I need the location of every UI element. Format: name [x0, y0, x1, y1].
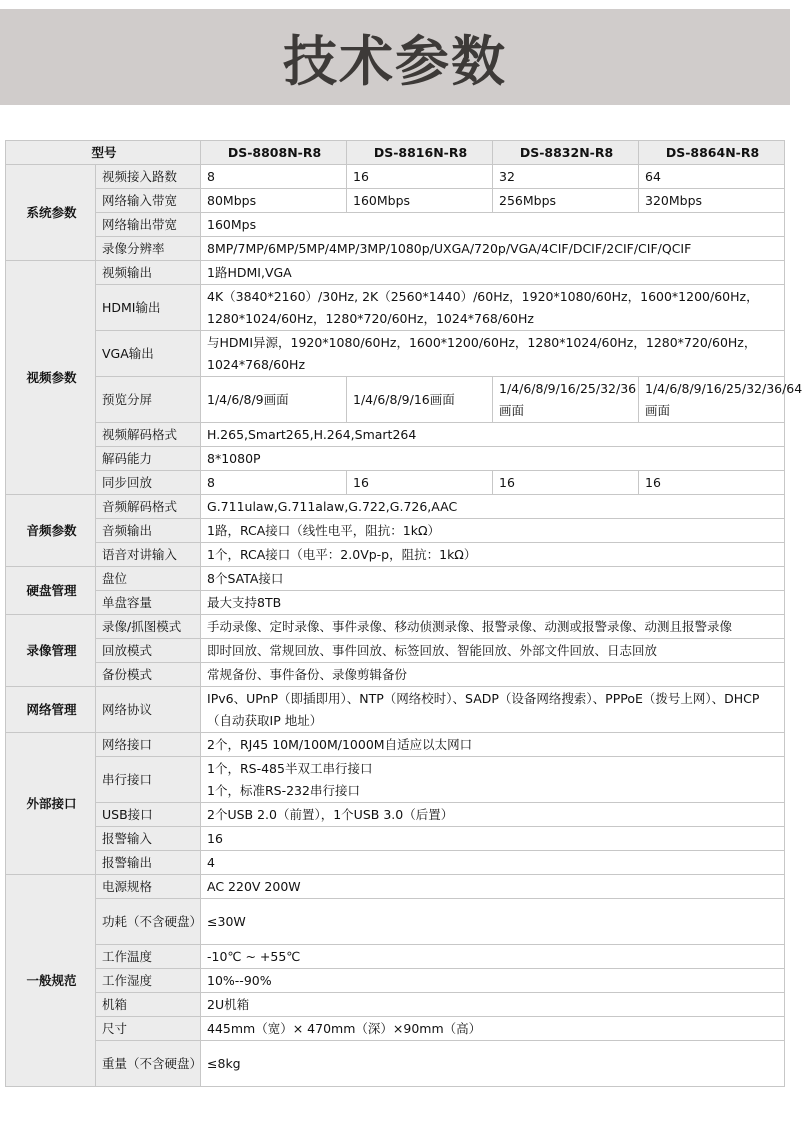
row-label: USB接口: [96, 803, 201, 827]
row-label: 功耗（不含硬盘）: [96, 899, 201, 945]
row-value: [201, 757, 785, 803]
section-name: 录像管理: [6, 615, 96, 687]
row-value: 4: [201, 851, 785, 875]
row-value: 80Mbps: [201, 189, 347, 213]
spec-row: [6, 285, 785, 331]
spec-row: [6, 827, 785, 851]
spec-row: [6, 757, 785, 803]
model-name: DS-8808N-R8: [201, 141, 347, 165]
row-value: G.711ulaw,G.711alaw,G.722,G.726,AAC: [201, 495, 785, 519]
row-value-line: 1个，标准RS-232串行接口: [207, 782, 360, 798]
row-value: 320Mbps: [639, 189, 785, 213]
row-label: 串行接口: [96, 757, 201, 803]
spec-row: [6, 447, 785, 471]
row-label: 录像分辨率: [96, 237, 201, 261]
row-value: ≤8kg: [201, 1041, 785, 1087]
header-row: [6, 141, 785, 165]
spec-row: [6, 165, 785, 189]
spec-row: [6, 945, 785, 969]
spec-row: [6, 1017, 785, 1041]
row-value: 1/4/6/8/9/16/25/32/36画面: [493, 377, 639, 423]
row-value: H.265,Smart265,H.264,Smart264: [201, 423, 785, 447]
title-banner: [0, 9, 790, 105]
row-value: 手动录像、定时录像、事件录像、移动侦测录像、报警录像、动测或报警录像、动测且报警录像: [201, 615, 785, 639]
row-value: 445mm（宽）× 470mm（深）×90mm（高）: [201, 1017, 785, 1041]
spec-row: [6, 969, 785, 993]
section-name: 一般规范: [6, 875, 96, 1087]
spec-table-body: [6, 141, 802, 1087]
row-label: 单盘容量: [96, 591, 201, 615]
spec-row: [6, 1041, 785, 1087]
row-label: 重量（不含硬盘）: [96, 1041, 201, 1087]
spec-row: [6, 471, 785, 495]
spec-row: [6, 663, 785, 687]
row-value: 16: [347, 165, 493, 189]
row-value: 160Mbps: [347, 189, 493, 213]
row-label: 备份模式: [96, 663, 201, 687]
spec-row: [6, 519, 785, 543]
row-value: 32: [493, 165, 639, 189]
spec-row: [6, 875, 785, 899]
row-value: 8个SATA接口: [201, 567, 785, 591]
row-value: 2个，RJ45 10M/100M/1000M自适应以太网口: [201, 733, 785, 757]
spec-row: [6, 851, 785, 875]
spec-row: [6, 331, 785, 377]
spec-row: [6, 567, 785, 591]
spec-row: [6, 495, 785, 519]
section-name: 音频参数: [6, 495, 96, 567]
row-value: 16: [347, 471, 493, 495]
spec-row: [6, 423, 785, 447]
model-name: DS-8816N-R8: [347, 141, 493, 165]
row-label: 机箱: [96, 993, 201, 1017]
section-name: 硬盘管理: [6, 567, 96, 615]
section-name: 系统参数: [6, 165, 96, 261]
spec-table: [5, 140, 802, 1087]
row-value: 256Mbps: [493, 189, 639, 213]
row-label: 盘位: [96, 567, 201, 591]
section-name: 网络管理: [6, 687, 96, 733]
spec-row: [6, 261, 785, 285]
spec-row: [6, 899, 785, 945]
model-name: DS-8832N-R8: [493, 141, 639, 165]
row-value: 2个USB 2.0（前置），1个USB 3.0（后置）: [201, 803, 785, 827]
row-label: 工作温度: [96, 945, 201, 969]
spec-row: [6, 615, 785, 639]
row-value: 1路，RCA接口（线性电平，阻抗：1kΩ）: [201, 519, 785, 543]
spec-row: [6, 213, 785, 237]
row-label: 预览分屏: [96, 377, 201, 423]
spec-row: [6, 993, 785, 1017]
spec-row: [6, 591, 785, 615]
row-value: 160Mps: [201, 213, 785, 237]
row-value: 与HDMI异源，1920*1080/60Hz，1600*1200/60Hz，1280*1024/60Hz，1280*720/60Hz，1024*768/60Hz: [201, 331, 785, 377]
row-label: 网络接口: [96, 733, 201, 757]
spec-row: [6, 189, 785, 213]
row-label: 网络输入带宽: [96, 189, 201, 213]
spec-row: [6, 237, 785, 261]
spec-row: [6, 543, 785, 567]
spec-row: [6, 803, 785, 827]
row-value: 8: [201, 165, 347, 189]
spec-row: [6, 639, 785, 663]
row-value: 16: [493, 471, 639, 495]
row-value: 2U机箱: [201, 993, 785, 1017]
row-label: 视频解码格式: [96, 423, 201, 447]
row-value: 16: [639, 471, 785, 495]
section-name: 外部接口: [6, 733, 96, 875]
page-title: 技术参数: [283, 29, 507, 93]
row-value: 1个，RCA接口（电平：2.0Vp-p，阻抗：1kΩ）: [201, 543, 785, 567]
row-label: 音频解码格式: [96, 495, 201, 519]
row-value: 8*1080P: [201, 447, 785, 471]
row-label: 音频输出: [96, 519, 201, 543]
spec-row: [6, 377, 785, 423]
row-label: 工作湿度: [96, 969, 201, 993]
row-value: 1路HDMI,VGA: [201, 261, 785, 285]
section-name: 视频参数: [6, 261, 96, 495]
row-value: 常规备份、事件备份、录像剪辑备份: [201, 663, 785, 687]
row-label: 回放模式: [96, 639, 201, 663]
row-value: 即时回放、常规回放、事件回放、标签回放、智能回放、外部文件回放、日志回放: [201, 639, 785, 663]
row-value: IPv6、UPnP（即插即用）、NTP（网络校时）、SADP（设备网络搜索）、PPPoE（拨号上网）、DHCP（自动获取IP 地址）: [201, 687, 785, 733]
row-value: ≤30W: [201, 899, 785, 945]
row-label: 视频输出: [96, 261, 201, 285]
row-label: 电源规格: [96, 875, 201, 899]
row-value: 1/4/6/8/9/16/25/32/36/64画面: [639, 377, 785, 423]
row-label: 尺寸: [96, 1017, 201, 1041]
row-value: 16: [201, 827, 785, 851]
row-value: 最大支持8TB: [201, 591, 785, 615]
model-label: 型号: [6, 141, 201, 165]
spec-row: [6, 733, 785, 757]
row-label: HDMI输出: [96, 285, 201, 331]
row-label: 录像/抓图模式: [96, 615, 201, 639]
row-label: VGA输出: [96, 331, 201, 377]
row-value: 8: [201, 471, 347, 495]
spec-row: [6, 687, 785, 733]
model-name: DS-8864N-R8: [639, 141, 785, 165]
row-label: 视频接入路数: [96, 165, 201, 189]
row-label: 语音对讲输入: [96, 543, 201, 567]
row-value: 1/4/6/8/9画面: [201, 377, 347, 423]
row-value: 8MP/7MP/6MP/5MP/4MP/3MP/1080p/UXGA/720p/VGA/4CIF/DCIF/2CIF/CIF/QCIF: [201, 237, 785, 261]
row-value: 64: [639, 165, 785, 189]
row-label: 网络输出带宽: [96, 213, 201, 237]
row-value: 10%--90%: [201, 969, 785, 993]
row-value-line: 1个，RS-485半双工串行接口: [207, 760, 373, 776]
row-value: 4K（3840*2160）/30Hz, 2K（2560*1440）/60Hz，1920*1080/60Hz，1600*1200/60Hz，1280*1024/60Hz，1280*720/60Hz，1024*768/60Hz: [201, 285, 785, 331]
row-label: 解码能力: [96, 447, 201, 471]
row-value: -10℃ ~ +55℃: [201, 945, 785, 969]
row-label: 报警输出: [96, 851, 201, 875]
row-value: 1/4/6/8/9/16画面: [347, 377, 493, 423]
row-label: 报警输入: [96, 827, 201, 851]
row-label: 同步回放: [96, 471, 201, 495]
row-label: 网络协议: [96, 687, 201, 733]
row-value: AC 220V 200W: [201, 875, 785, 899]
